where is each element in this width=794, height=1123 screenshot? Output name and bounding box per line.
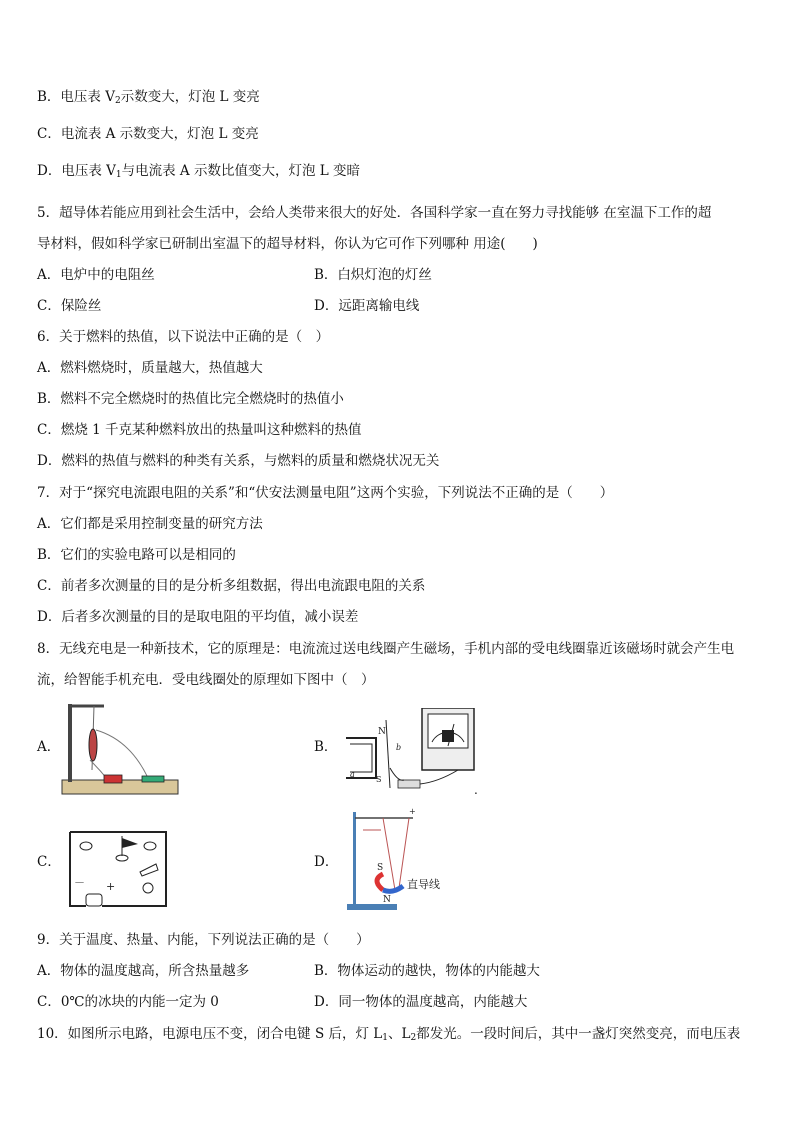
q9-option-b: B．物体运动的越快，物体的内能越大 (314, 963, 540, 979)
q6-option-c: C．燃烧 1 千克某种燃料放出的热量叫这种燃料的热值 (37, 422, 362, 438)
q9-option-d: D．同一物体的温度越高，内能越大 (314, 994, 528, 1010)
q9-stem: 9．关于温度、热量、内能，下列说法正确的是（ ） (37, 932, 370, 948)
q7-option-d: D．后者多次测量的目的是取电阻的平均值，减小误差 (37, 609, 359, 625)
q10-text1: 10．如图所示电路，电源电压不变，闭合电键 S 后，灯 L (37, 1026, 383, 1042)
q5-stem-line2: 导材料，假如科学家已研制出室温下的超导材料，你认为它可作下列哪种 用途( ) (37, 236, 538, 252)
q6-stem: 6．关于燃料的热值，以下说法中正确的是（ ） (37, 329, 330, 345)
q7-option-b: B．它们的实验电路可以是相同的 (37, 547, 236, 563)
q10-sub1: 1 (382, 1033, 388, 1043)
q8-stem-line2: 流，给智能手机充电．受电线圈处的原理如下图中（ ） (37, 672, 375, 688)
q8-fig-d-wire-label: 直导线 (407, 878, 440, 891)
q10-text-mid: 、L (388, 1026, 411, 1042)
q8-fig-b-trailing-dot: . (474, 783, 478, 797)
q8-figure-d (343, 808, 463, 912)
q8-figure-b (338, 708, 478, 800)
q8-figure-c (66, 828, 170, 910)
q8-fig-b-b: b (396, 743, 402, 752)
q8-fig-d-n: N (383, 895, 391, 905)
q5-stem-line1: 5．超导体若能应用到社会生活中，会给人类带来很大的好处．各国科学家一直在努力寻找能够 在室温下工作的超 (37, 205, 712, 221)
q4-d-text2: 与电流表 A 示数比值变大，灯泡 L 变暗 (121, 163, 360, 179)
q8-label-a: A． (37, 739, 61, 755)
q7-option-c: C．前者多次测量的目的是分析多组数据，得出电流跟电阻的关系 (37, 578, 426, 594)
q8-label-b: B． (314, 739, 338, 755)
q9-option-c: C．0℃的冰块的内能一定为 0 (37, 994, 219, 1010)
q10-stem (37, 1025, 740, 1047)
q8-fig-d-s: S (377, 863, 384, 873)
q5-option-a: A．电炉中的电阻丝 (37, 267, 155, 283)
q6-option-d: D．燃料的热值与燃料的种类有关系，与燃料的质量和燃烧状况无关 (37, 453, 440, 469)
q5-option-c: C．保险丝 (37, 298, 102, 314)
q6-option-b: B．燃料不完全燃烧时的热值比完全燃烧时的热值小 (37, 391, 344, 407)
q8-stem-line1: 8．无线充电是一种新技术，它的原理是：电流流过送电线圈产生磁场，手机内部的受电线圈靠近该磁场时就会产生电 (37, 641, 735, 657)
q8-label-c: C． (37, 854, 61, 870)
q4-option-c: C．电流表 A 示数变大，灯泡 L 变亮 (37, 126, 259, 142)
q10-sub2: 2 (410, 1033, 417, 1043)
q10-text2: 都发光。一段时间后，其中一盏灯突然变亮，而电压表 (416, 1026, 741, 1042)
q8-fig-c-plus: + (106, 880, 116, 893)
q4-b-text2: 示数变大，灯泡 L 变亮 (120, 89, 260, 105)
q4-b-sub: 2 (114, 96, 121, 106)
q5-option-b: B．白炽灯泡的灯丝 (314, 267, 432, 283)
q8-label-d: D． (314, 854, 339, 870)
q8-fig-d-plus: + (409, 808, 416, 816)
q6-option-a: A．燃料燃烧时，质量越大，热值越大 (37, 360, 263, 376)
q8-fig-b-n: N (378, 727, 386, 737)
q7-stem: 7．对于“探究电流跟电阻的关系”和“伏安法测量电阻”这两个实验，下列说法不正确的是（ ） (37, 485, 614, 501)
q8-fig-b-s: S (376, 775, 382, 784)
q5-option-d: D．远距离输电线 (314, 298, 420, 314)
q4-d-sub: 1 (115, 170, 122, 180)
q8-fig-b-a: a (350, 770, 355, 779)
q4-option-b (37, 88, 260, 110)
q4-b-text1: B．电压表 V (37, 89, 115, 105)
q7-option-a: A．它们都是采用控制变量的研究方法 (37, 516, 263, 532)
q4-option-d (37, 162, 360, 184)
q8-figure-a (60, 700, 180, 798)
q9-option-a: A．物体的温度越高，所含热量越多 (37, 963, 250, 979)
q4-d-text1: D．电压表 V (37, 163, 116, 179)
q8-fig-c-minus: － (74, 876, 85, 889)
